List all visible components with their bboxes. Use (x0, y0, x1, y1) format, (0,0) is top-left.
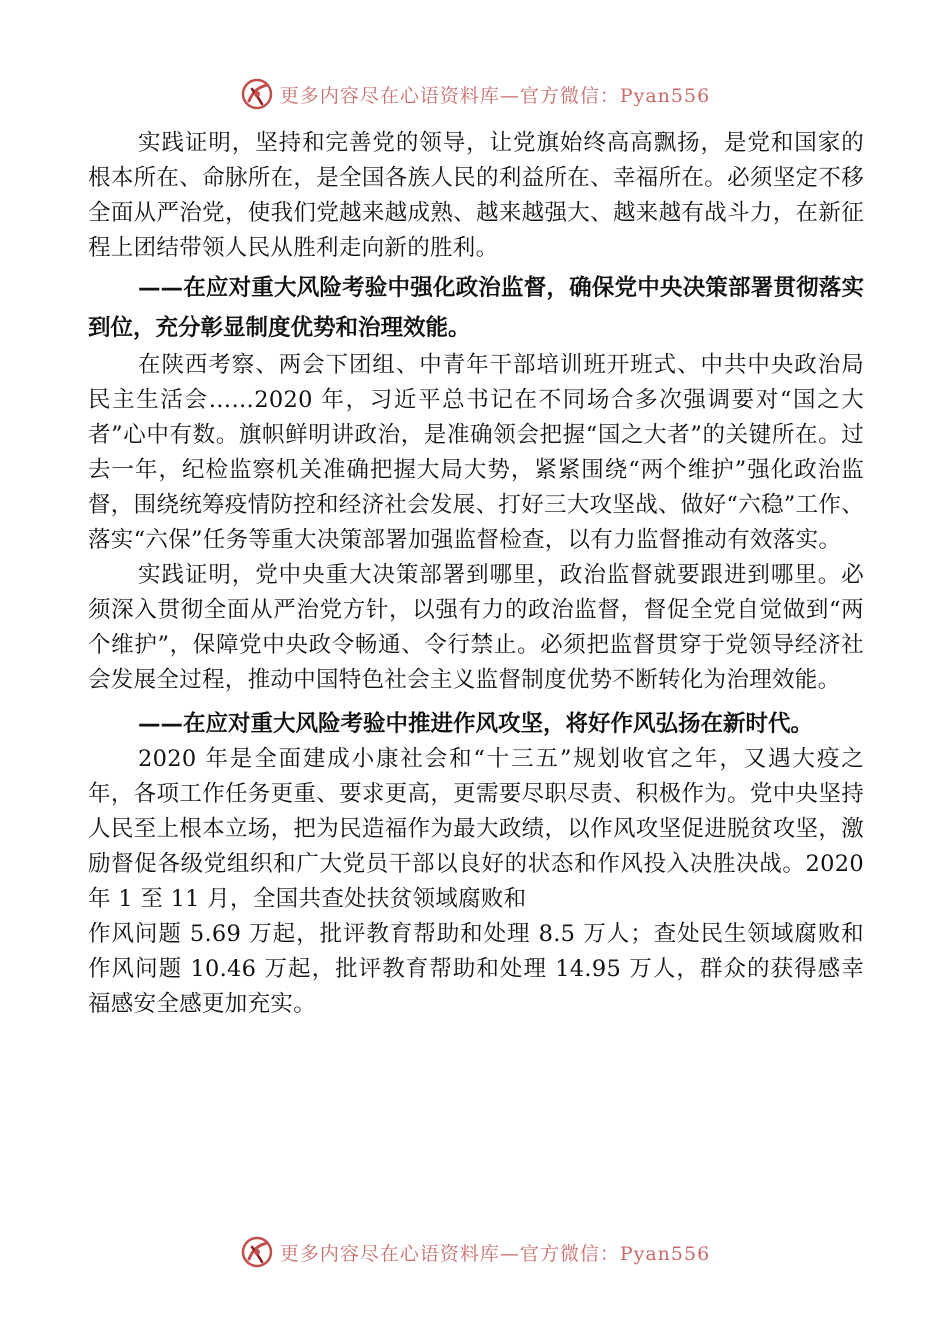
paragraph-4: 2020 年是全面建成小康社会和“十三五”规划收官之年，又遇大疫之年，各项工作任务更重、要求更高，更需要尽职尽责、积极作为。党中央坚持人民至上根本立场，把为民造福作为最大政绩，以作风攻坚促进脱贫攻坚，激励督促各级党组织和广大党员干部以良好的状态和作风投入决胜决战。2020 年 1 至 11 月，全国共查处扶贫领域腐败和 (88, 746, 864, 912)
footer-banner (0, 1232, 950, 1272)
section-heading-1: ——在应对重大风险考验中强化政治监督，确保党中央决策部署贯彻落实到位，充分彰显制度优势和治理效能。 (88, 275, 864, 341)
brand-logo-icon (240, 77, 274, 111)
section-heading-2: ——在应对重大风险考验中推进作风攻坚，将好作风弘扬在新时代。 (138, 711, 814, 737)
header-banner-text: 更多内容尽在心语资料库—官方微信：Pyan556 (279, 84, 711, 107)
paragraph-3: 实践证明，党中央重大决策部署到哪里，政治监督就要跟进到哪里。必须深入贯彻全面从严治党方针，以强有力的政治监督，督促全党自觉做到“两个维护”，保障党中央政令畅通、令行禁止。必须把监督贯穿于党领导经济社会发展全过程，推动中国特色社会主义监督制度优势不断转化为治理效能。 (88, 562, 864, 693)
paragraph-5: 作风问题 5.69 万起，批评教育帮助和处理 8.5 万人；查处民生领域腐败和作风问题 10.46 万起，批评教育帮助和处理 14.95 万人，群众的获得感幸福感安全感更加充实。 (88, 921, 864, 1017)
document-body (88, 126, 864, 1022)
paragraph-2: 在陕西考察、两会下团组、中青年干部培训班开班式、中共中央政治局民主生活会……2020 年，习近平总书记在不同场合多次强调要对“国之大者”心中有数。旗帜鲜明讲政治，是准确领会把握“国之大者”的关键所在。过去一年，纪检监察机关准确把握大局大势，紧紧围绕“两个维护”强化政治监督，围绕统筹疫情防控和经济社会发展、打好三大攻坚战、做好“六稳”工作、落实“六保”任务等重大决策部署加强监督检查，以有力监督推动有效落实。 (88, 352, 865, 553)
paragraph-1: 实践证明，坚持和完善党的领导，让党旗始终高高飘扬，是党和国家的根本所在、命脉所在，是全国各族人民的利益所在、幸福所在。必须坚定不移全面从严治党，使我们党越来越成熟、越来越强大、越来越有战斗力，在新征程上团结带领人民从胜利走向新的胜利。 (88, 130, 864, 261)
header-banner (0, 74, 950, 114)
footer-banner-text: 更多内容尽在心语资料库—官方微信：Pyan556 (279, 1242, 711, 1265)
brand-logo-icon (240, 1235, 274, 1269)
